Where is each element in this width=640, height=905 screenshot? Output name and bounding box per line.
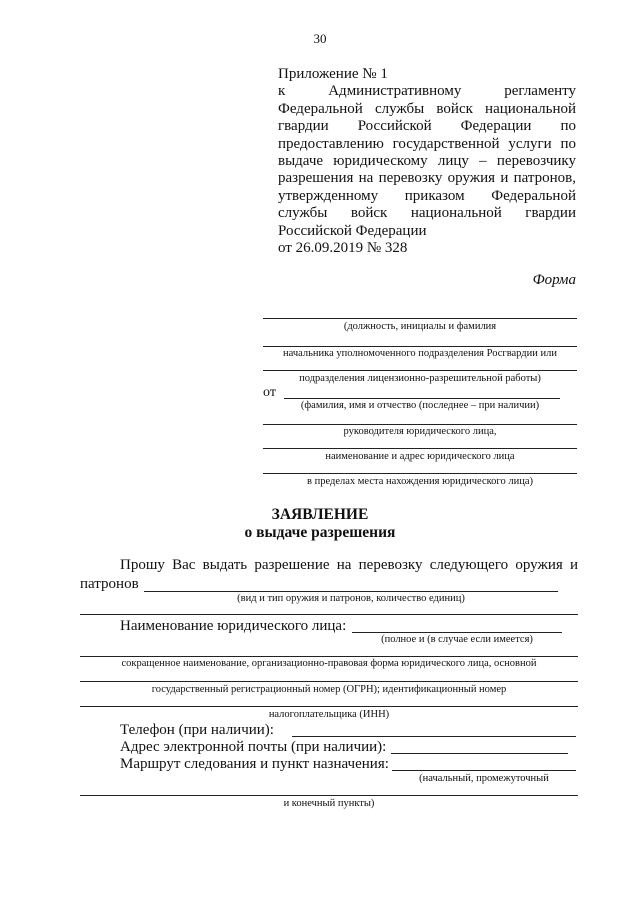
- addressee-line-6: [263, 448, 577, 449]
- appendix-line: к Административному регламенту: [278, 83, 576, 100]
- email-entry-line: [391, 753, 568, 754]
- route-caption-1: (начальный, промежуточный: [419, 773, 549, 784]
- legal-entity-entry-line: [352, 632, 562, 633]
- appendix-title: Приложение № 1: [278, 66, 388, 82]
- addressee-caption-7: в пределах места нахождения юридического лица): [307, 476, 533, 487]
- form-label: Форма: [532, 272, 576, 288]
- request-label: патронов: [80, 576, 139, 592]
- appendix-line: Российской Федерации: [278, 222, 427, 239]
- addressee-caption-6: наименование и адрес юридического лица: [325, 451, 515, 462]
- addressee-line-3: [263, 370, 577, 371]
- appendix-line: разрешения на перевозку оружия и патронов,: [278, 170, 576, 187]
- addressee-caption-4: (фамилия, имя и отчество (последнее – при наличии): [300, 400, 540, 411]
- document-heading: ЗАЯВЛЕНИЕ: [271, 506, 369, 523]
- route-caption-2: и конечный пункты): [283, 798, 375, 809]
- legal-entity-caption-4: налогоплательщика (ИНН): [268, 709, 390, 720]
- appendix-block: [278, 66, 576, 257]
- weapon-caption: (вид и тип оружия и патронов, количество единиц): [237, 593, 465, 604]
- addressee-line-5: [263, 424, 577, 425]
- legal-entity-line-2: [80, 656, 578, 657]
- email-label: Адрес электронной почты (при наличии):: [120, 739, 387, 755]
- addressee-caption-1: (должность, инициалы и фамилия: [343, 321, 497, 332]
- route-line-2: [80, 795, 578, 796]
- legal-entity-label: Наименование юридического лица:: [120, 618, 347, 634]
- route-entry-line: [392, 770, 576, 771]
- phone-label: Телефон (при наличии):: [120, 722, 274, 738]
- appendix-line: утвержденному приказом Федеральной: [278, 187, 576, 204]
- request-line-1: Прошу Вас выдать разрешение на перевозку следующего оружия и: [120, 557, 578, 573]
- addressee-line-4: [284, 398, 560, 399]
- legal-entity-line-4: [80, 706, 578, 707]
- legal-entity-caption-2: сокращенное наименование, организационно-правовая форма юридического лица, основной: [121, 658, 537, 669]
- phone-entry-line: [292, 736, 576, 737]
- appendix-line: гвардии Российской Федерации по: [278, 118, 576, 135]
- page-number: 30: [313, 31, 327, 46]
- appendix-line: предоставлению государственной услуги по: [278, 135, 576, 152]
- addressee-line-7: [263, 473, 577, 474]
- appendix-line: выдаче юридическому лицу – перевозчику: [278, 152, 576, 169]
- addressee-caption-3: подразделения лицензионно-разрешительной работы): [299, 373, 541, 384]
- legal-entity-line-3: [80, 681, 578, 682]
- legal-entity-caption-3: государственный регистрационный номер (ОГРН); идентификационный номер: [151, 684, 507, 695]
- addressee-caption-5: руководителя юридического лица,: [343, 426, 497, 437]
- addressee-caption-2: начальника уполномоченного подразделения Росгвардии или: [283, 348, 557, 359]
- appendix-date-line: от 26.09.2019 № 328: [278, 239, 408, 256]
- appendix-line: службы войск национальной гвардии: [278, 205, 576, 222]
- addressee-line-1: [263, 318, 577, 319]
- legal-entity-caption-1: (полное и (в случае если имеется): [381, 634, 533, 645]
- addressee-line-2: [263, 346, 577, 347]
- from-label: от: [263, 385, 276, 400]
- weapon-entry-line-2: [80, 614, 578, 615]
- document-subheading: о выдаче разрешения: [244, 524, 396, 541]
- weapon-entry-line: [144, 591, 558, 592]
- route-label: Маршрут следования и пункт назначения:: [120, 756, 389, 772]
- appendix-line: Федеральной службы войск национальной: [278, 100, 576, 117]
